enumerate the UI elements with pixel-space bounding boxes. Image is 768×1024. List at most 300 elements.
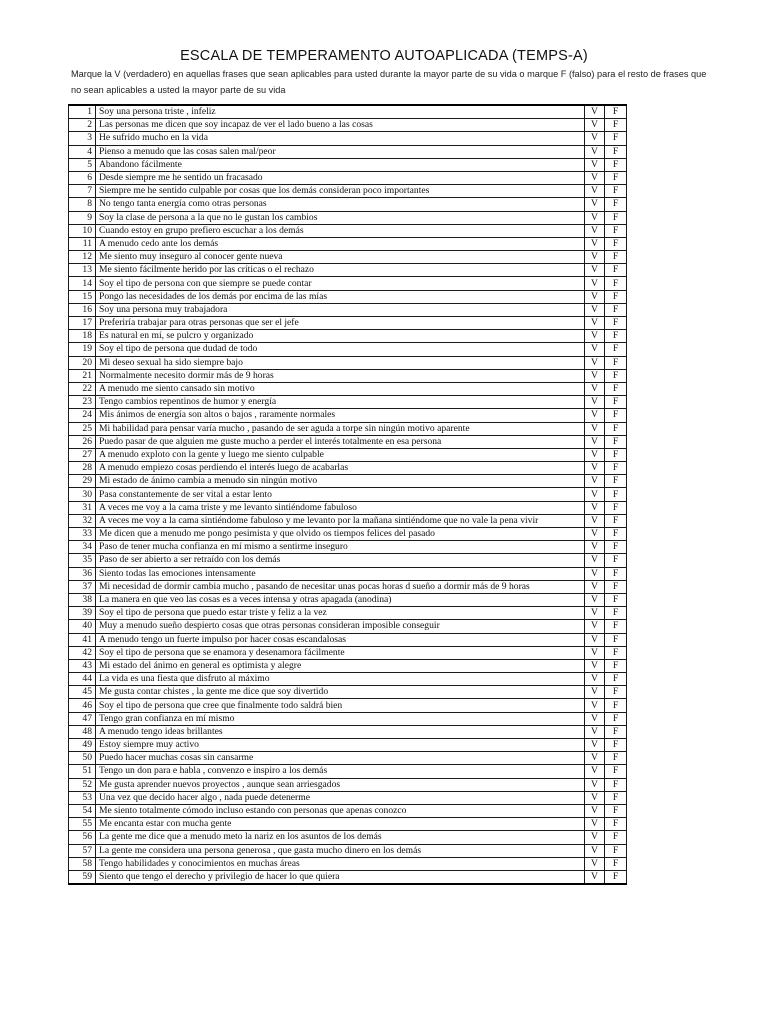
question-text: La vida es una fiesta que disfruto al máximo [96, 673, 585, 686]
question-text: Tengo un don para e habla , convenzo e inspiro a los demás [96, 765, 585, 778]
question-number: 16 [69, 303, 96, 316]
answer-false-option[interactable]: F [605, 409, 627, 422]
question-row [69, 699, 627, 712]
answer-false-option[interactable]: F [605, 659, 627, 672]
answer-true-option[interactable]: V [585, 580, 605, 593]
question-number: 49 [69, 739, 96, 752]
question-number: 11 [69, 237, 96, 250]
answer-false-option[interactable]: F [605, 673, 627, 686]
question-text: La gente me considera una persona generosa , que gasta mucho dinero en los demás [96, 844, 585, 857]
answer-false-option[interactable]: F [605, 818, 627, 831]
answer-false-option[interactable]: F [605, 422, 627, 435]
question-row [69, 237, 627, 250]
answer-true-option[interactable]: V [585, 752, 605, 765]
question-text: Puedo hacer muchas cosas sin cansarme [96, 752, 585, 765]
question-row [69, 633, 627, 646]
question-text: Me siento fácilmente herido por las críticas o el rechazo [96, 264, 585, 277]
answer-true-option[interactable]: V [585, 277, 605, 290]
question-row [69, 686, 627, 699]
answer-false-option[interactable]: F [605, 514, 627, 527]
answer-true-option[interactable]: V [585, 725, 605, 738]
answer-false-option[interactable]: F [605, 857, 627, 870]
answer-true-option[interactable]: V [585, 317, 605, 330]
question-number: 26 [69, 435, 96, 448]
answer-false-option[interactable]: F [605, 870, 627, 884]
question-row [69, 132, 627, 145]
question-text: Soy la clase de persona a la que no le gustan los cambios [96, 211, 585, 224]
answer-false-option[interactable]: F [605, 211, 627, 224]
answer-true-option[interactable]: V [585, 593, 605, 606]
question-row [69, 831, 627, 844]
question-number: 22 [69, 382, 96, 395]
answer-false-option[interactable]: F [605, 633, 627, 646]
answer-false-option[interactable]: F [605, 778, 627, 791]
question-number: 58 [69, 857, 96, 870]
answer-true-option[interactable]: V [585, 857, 605, 870]
answer-false-option[interactable]: F [605, 396, 627, 409]
question-text: Preferiría trabajar para otras personas que ser el jefe [96, 317, 585, 330]
answer-false-option[interactable]: F [605, 739, 627, 752]
question-text: A menudo exploto con la gente y luego me siento culpable [96, 448, 585, 461]
question-text: Tengo cambios repentinos de humor y energía [96, 396, 585, 409]
question-row [69, 804, 627, 817]
answer-false-option[interactable]: F [605, 541, 627, 554]
question-row [69, 673, 627, 686]
question-number: 13 [69, 264, 96, 277]
question-text: Mi estado de ánimo cambia a menudo sin ningún motivo [96, 475, 585, 488]
question-row [69, 514, 627, 527]
question-text: Estoy siempre muy activo [96, 739, 585, 752]
question-row [69, 818, 627, 831]
question-number: 51 [69, 765, 96, 778]
answer-true-option[interactable]: V [585, 528, 605, 541]
answer-true-option[interactable]: V [585, 330, 605, 343]
question-text: Cuando estoy en grupo prefiero escuchar a los demás [96, 224, 585, 237]
question-text: He sufrido mucho en la vida [96, 132, 585, 145]
question-row [69, 765, 627, 778]
answer-false-option[interactable]: F [605, 119, 627, 132]
question-number: 30 [69, 488, 96, 501]
question-text: Pasa constantemente de ser vital a estar lento [96, 488, 585, 501]
question-number: 34 [69, 541, 96, 554]
instructions [71, 66, 711, 98]
answer-true-option[interactable]: V [585, 818, 605, 831]
question-row [69, 541, 627, 554]
question-text: Me dicen que a menudo me pongo pesimista y que olvido os tiempos felices del pasado [96, 528, 585, 541]
answer-true-option[interactable]: V [585, 132, 605, 145]
question-number: 43 [69, 659, 96, 672]
question-text: Mi necesidad de dormir cambia mucho , pasando de necesitar unas pocas horas d sueño a dormir más de 9 horas [96, 580, 585, 593]
answer-false-option[interactable]: F [605, 501, 627, 514]
answer-false-option[interactable]: F [605, 475, 627, 488]
answer-true-option[interactable]: V [585, 791, 605, 804]
answer-true-option[interactable]: V [585, 105, 605, 119]
instructions-line-2: no sean aplicables a usted la mayor parte de su vida [71, 85, 286, 95]
answer-true-option[interactable]: V [585, 171, 605, 184]
question-number: 50 [69, 752, 96, 765]
question-text: Desde siempre me he sentido un fracasado [96, 171, 585, 184]
question-row [69, 607, 627, 620]
question-row [69, 224, 627, 237]
question-number: 29 [69, 475, 96, 488]
question-text: Soy una persona triste , infeliz [96, 105, 585, 119]
questionnaire-body [69, 105, 627, 884]
answer-true-option[interactable]: V [585, 343, 605, 356]
answer-false-option[interactable]: F [605, 607, 627, 620]
question-row [69, 409, 627, 422]
question-number: 1 [69, 105, 96, 119]
question-row [69, 422, 627, 435]
question-number: 25 [69, 422, 96, 435]
question-number: 32 [69, 514, 96, 527]
question-text: Me siento muy inseguro al conocer gente nueva [96, 251, 585, 264]
question-text: A veces me voy a la cama triste y me levanto sintiéndome fabuloso [96, 501, 585, 514]
question-row [69, 659, 627, 672]
question-row [69, 501, 627, 514]
question-text: Normalmente necesito dormir más de 9 horas [96, 369, 585, 382]
question-row [69, 158, 627, 171]
answer-false-option[interactable]: F [605, 620, 627, 633]
question-row [69, 488, 627, 501]
answer-true-option[interactable]: V [585, 369, 605, 382]
question-text: Soy el tipo de persona que cree que finalmente todo saldrá bien [96, 699, 585, 712]
answer-true-option[interactable]: V [585, 475, 605, 488]
answer-true-option[interactable]: V [585, 145, 605, 158]
answer-false-option[interactable]: F [605, 317, 627, 330]
question-number: 20 [69, 356, 96, 369]
answer-true-option[interactable]: V [585, 870, 605, 884]
question-text: A menudo tengo ideas brillantes [96, 725, 585, 738]
answer-false-option[interactable]: F [605, 185, 627, 198]
question-text: Una vez que decido hacer algo , nada puede detenerme [96, 791, 585, 804]
question-number: 48 [69, 725, 96, 738]
document-title: ESCALA DE TEMPERAMENTO AUTOAPLICADA (TEMPS-A) [180, 48, 588, 64]
question-row [69, 382, 627, 395]
answer-false-option[interactable]: F [605, 831, 627, 844]
question-text: Es natural en mí, se pulcro y organizado [96, 330, 585, 343]
answer-true-option[interactable]: V [585, 541, 605, 554]
question-number: 27 [69, 448, 96, 461]
answer-true-option[interactable]: V [585, 356, 605, 369]
answer-false-option[interactable]: F [605, 132, 627, 145]
question-row [69, 857, 627, 870]
answer-false-option[interactable]: F [605, 528, 627, 541]
question-number: 45 [69, 686, 96, 699]
question-number: 44 [69, 673, 96, 686]
question-text: Me siento totalmente cómodo incluso estando con personas que apenas conozco [96, 804, 585, 817]
question-row [69, 725, 627, 738]
question-row [69, 105, 627, 119]
answer-true-option[interactable]: V [585, 422, 605, 435]
question-row [69, 145, 627, 158]
question-row [69, 554, 627, 567]
question-row [69, 752, 627, 765]
question-number: 31 [69, 501, 96, 514]
question-text: Pongo las necesidades de los demás por encima de las mías [96, 290, 585, 303]
question-row [69, 369, 627, 382]
question-number: 56 [69, 831, 96, 844]
question-number: 39 [69, 607, 96, 620]
answer-false-option[interactable]: F [605, 303, 627, 316]
question-number: 8 [69, 198, 96, 211]
question-row [69, 528, 627, 541]
answer-false-option[interactable]: F [605, 593, 627, 606]
question-row [69, 343, 627, 356]
answer-false-option[interactable]: F [605, 804, 627, 817]
question-text: Siempre me he sentido culpable por cosas que los demás consideran poco importantes [96, 185, 585, 198]
question-row [69, 778, 627, 791]
question-number: 3 [69, 132, 96, 145]
question-row [69, 290, 627, 303]
answer-false-option[interactable]: F [605, 237, 627, 250]
answer-true-option[interactable]: V [585, 514, 605, 527]
questionnaire-table [68, 104, 627, 885]
answer-false-option[interactable]: F [605, 725, 627, 738]
answer-false-option[interactable]: F [605, 765, 627, 778]
question-row [69, 712, 627, 725]
question-text: Abandono fácilmente [96, 158, 585, 171]
answer-false-option[interactable]: F [605, 290, 627, 303]
question-row [69, 870, 627, 884]
answer-false-option[interactable]: F [605, 224, 627, 237]
answer-true-option[interactable]: V [585, 237, 605, 250]
answer-false-option[interactable]: F [605, 435, 627, 448]
answer-true-option[interactable]: V [585, 158, 605, 171]
answer-true-option[interactable]: V [585, 462, 605, 475]
answer-false-option[interactable]: F [605, 382, 627, 395]
question-text: Siento que tengo el derecho y privilegio de hacer lo que quiera [96, 870, 585, 884]
question-number: 23 [69, 396, 96, 409]
question-number: 55 [69, 818, 96, 831]
answer-false-option[interactable]: F [605, 712, 627, 725]
question-number: 10 [69, 224, 96, 237]
question-number: 57 [69, 844, 96, 857]
answer-true-option[interactable]: V [585, 224, 605, 237]
answer-false-option[interactable]: F [605, 567, 627, 580]
question-row [69, 567, 627, 580]
answer-true-option[interactable]: V [585, 251, 605, 264]
question-text: Tengo habilidades y conocimientos en muchas áreas [96, 857, 585, 870]
answer-false-option[interactable]: F [605, 448, 627, 461]
answer-false-option[interactable]: F [605, 145, 627, 158]
question-number: 7 [69, 185, 96, 198]
question-text: A menudo empiezo cosas perdiendo el interés luego de acabarlas [96, 462, 585, 475]
question-number: 46 [69, 699, 96, 712]
question-row [69, 171, 627, 184]
question-number: 36 [69, 567, 96, 580]
question-row [69, 448, 627, 461]
answer-true-option[interactable]: V [585, 844, 605, 857]
question-number: 2 [69, 119, 96, 132]
question-row [69, 185, 627, 198]
question-text: A menudo tengo un fuerte impulso por hacer cosas escandalosas [96, 633, 585, 646]
question-number: 53 [69, 791, 96, 804]
answer-false-option[interactable]: F [605, 330, 627, 343]
question-text: Me gusta contar chistes , la gente me dice que soy divertido [96, 686, 585, 699]
answer-true-option[interactable]: V [585, 567, 605, 580]
answer-false-option[interactable]: F [605, 554, 627, 567]
question-row [69, 580, 627, 593]
answer-true-option[interactable]: V [585, 409, 605, 422]
question-row [69, 739, 627, 752]
answer-true-option[interactable]: V [585, 211, 605, 224]
answer-true-option[interactable]: V [585, 303, 605, 316]
question-text: Muy a menudo sueño despierto cosas que otras personas consideran imposible conseguir [96, 620, 585, 633]
question-row [69, 462, 627, 475]
answer-true-option[interactable]: V [585, 778, 605, 791]
question-text: Paso de ser abierto a ser retraído con los demás [96, 554, 585, 567]
question-text: Soy el tipo de persona que se enamora y desenamora fácilmente [96, 646, 585, 659]
question-number: 24 [69, 409, 96, 422]
question-number: 17 [69, 317, 96, 330]
answer-false-option[interactable]: F [605, 791, 627, 804]
answer-false-option[interactable]: F [605, 251, 627, 264]
question-text: Soy una persona muy trabajadora [96, 303, 585, 316]
answer-true-option[interactable]: V [585, 290, 605, 303]
answer-true-option[interactable]: V [585, 699, 605, 712]
question-text: Puedo pasar de que alguien me guste mucho a perder el interés totalmente en esa persona [96, 435, 585, 448]
question-text: Mi deseo sexual ha sido siempre bajo [96, 356, 585, 369]
question-number: 59 [69, 870, 96, 884]
answer-true-option[interactable]: V [585, 119, 605, 132]
question-number: 47 [69, 712, 96, 725]
answer-false-option[interactable]: F [605, 343, 627, 356]
question-row [69, 356, 627, 369]
question-row [69, 844, 627, 857]
question-text: Soy el tipo de persona que dudad de todo [96, 343, 585, 356]
answer-true-option[interactable]: V [585, 264, 605, 277]
question-row [69, 303, 627, 316]
question-number: 28 [69, 462, 96, 475]
question-text: Me gusta aprender nuevos proyectos , aunque sean arriesgados [96, 778, 585, 791]
question-row [69, 475, 627, 488]
instructions-line-1: Marque la V (verdadero) en aquellas frases que sean aplicables para usted durante la mayor parte de su vida o marque F (falso) para el resto de frases que [71, 69, 707, 79]
question-text: Mis ánimos de energía son altos o bajos , raramente normales [96, 409, 585, 422]
answer-false-option[interactable]: F [605, 462, 627, 475]
answer-true-option[interactable]: V [585, 382, 605, 395]
answer-true-option[interactable]: V [585, 435, 605, 448]
answer-true-option[interactable]: V [585, 673, 605, 686]
question-text: Mi habilidad para pensar varía mucho , pasando de ser aguda a torpe sin ningún motivo aparente [96, 422, 585, 435]
question-text: La gente me dice que a menudo meto la nariz en los asuntos de los demás [96, 831, 585, 844]
answer-false-option[interactable]: F [605, 158, 627, 171]
answer-true-option[interactable]: V [585, 396, 605, 409]
question-number: 12 [69, 251, 96, 264]
question-number: 33 [69, 528, 96, 541]
question-text: Las personas me dicen que soy incapaz de ver el lado bueno a las cosas [96, 119, 585, 132]
answer-false-option[interactable]: F [605, 277, 627, 290]
question-text: Me encanta estar con mucha gente [96, 818, 585, 831]
question-number: 52 [69, 778, 96, 791]
question-number: 35 [69, 554, 96, 567]
question-row [69, 119, 627, 132]
answer-true-option[interactable]: V [585, 620, 605, 633]
question-number: 14 [69, 277, 96, 290]
question-number: 18 [69, 330, 96, 343]
question-number: 4 [69, 145, 96, 158]
answer-true-option[interactable]: V [585, 659, 605, 672]
question-text: Paso de tener mucha confianza en mí mismo a sentirme inseguro [96, 541, 585, 554]
answer-false-option[interactable]: F [605, 646, 627, 659]
question-text: A veces me voy a la cama sintiéndome fabuloso y me levanto por la mañana sintiéndome que no vale la pena vivir [96, 514, 585, 527]
question-row [69, 396, 627, 409]
question-number: 37 [69, 580, 96, 593]
question-row [69, 435, 627, 448]
question-text: Siento todas las emociones intensamente [96, 567, 585, 580]
answer-false-option[interactable]: F [605, 369, 627, 382]
question-row [69, 198, 627, 211]
question-row [69, 791, 627, 804]
answer-true-option[interactable]: V [585, 804, 605, 817]
answer-false-option[interactable]: F [605, 198, 627, 211]
question-row [69, 251, 627, 264]
question-row [69, 264, 627, 277]
question-number: 15 [69, 290, 96, 303]
question-row [69, 620, 627, 633]
answer-false-option[interactable]: F [605, 105, 627, 119]
answer-false-option[interactable]: F [605, 686, 627, 699]
answer-false-option[interactable]: F [605, 356, 627, 369]
question-number: 38 [69, 593, 96, 606]
answer-true-option[interactable]: V [585, 501, 605, 514]
answer-true-option[interactable]: V [585, 185, 605, 198]
question-text: Soy el tipo de persona que puedo estar triste y feliz a la vez [96, 607, 585, 620]
question-number: 41 [69, 633, 96, 646]
question-text: A menudo cedo ante los demás [96, 237, 585, 250]
answer-true-option[interactable]: V [585, 686, 605, 699]
answer-true-option[interactable]: V [585, 448, 605, 461]
answer-false-option[interactable]: F [605, 488, 627, 501]
question-number: 5 [69, 158, 96, 171]
answer-true-option[interactable]: V [585, 198, 605, 211]
question-row [69, 211, 627, 224]
answer-true-option[interactable]: V [585, 488, 605, 501]
answer-false-option[interactable]: F [605, 171, 627, 184]
answer-false-option[interactable]: F [605, 580, 627, 593]
question-number: 42 [69, 646, 96, 659]
question-text: Pienso a menudo que las cosas salen mal/peor [96, 145, 585, 158]
question-row [69, 317, 627, 330]
answer-true-option[interactable]: V [585, 765, 605, 778]
question-text: Tengo gran confianza en mí mismo [96, 712, 585, 725]
question-text: Soy el tipo de persona con que siempre se puede contar [96, 277, 585, 290]
question-number: 54 [69, 804, 96, 817]
question-number: 21 [69, 369, 96, 382]
question-text: Mi estado del ánimo en general es optimista y alegre [96, 659, 585, 672]
question-number: 40 [69, 620, 96, 633]
answer-false-option[interactable]: F [605, 264, 627, 277]
question-row [69, 277, 627, 290]
question-row [69, 330, 627, 343]
answer-true-option[interactable]: V [585, 607, 605, 620]
answer-true-option[interactable]: V [585, 739, 605, 752]
question-text: No tengo tanta energía como otras personas [96, 198, 585, 211]
answer-true-option[interactable]: V [585, 633, 605, 646]
question-text: La manera en que veo las cosas es a veces intensa y otras apagada (anodina) [96, 593, 585, 606]
answer-false-option[interactable]: F [605, 752, 627, 765]
answer-false-option[interactable]: F [605, 844, 627, 857]
answer-false-option[interactable]: F [605, 699, 627, 712]
answer-true-option[interactable]: V [585, 712, 605, 725]
question-number: 6 [69, 171, 96, 184]
answer-true-option[interactable]: V [585, 554, 605, 567]
question-text: A menudo me siento cansado sin motivo [96, 382, 585, 395]
answer-true-option[interactable]: V [585, 831, 605, 844]
question-number: 19 [69, 343, 96, 356]
question-row [69, 593, 627, 606]
answer-true-option[interactable]: V [585, 646, 605, 659]
question-row [69, 646, 627, 659]
